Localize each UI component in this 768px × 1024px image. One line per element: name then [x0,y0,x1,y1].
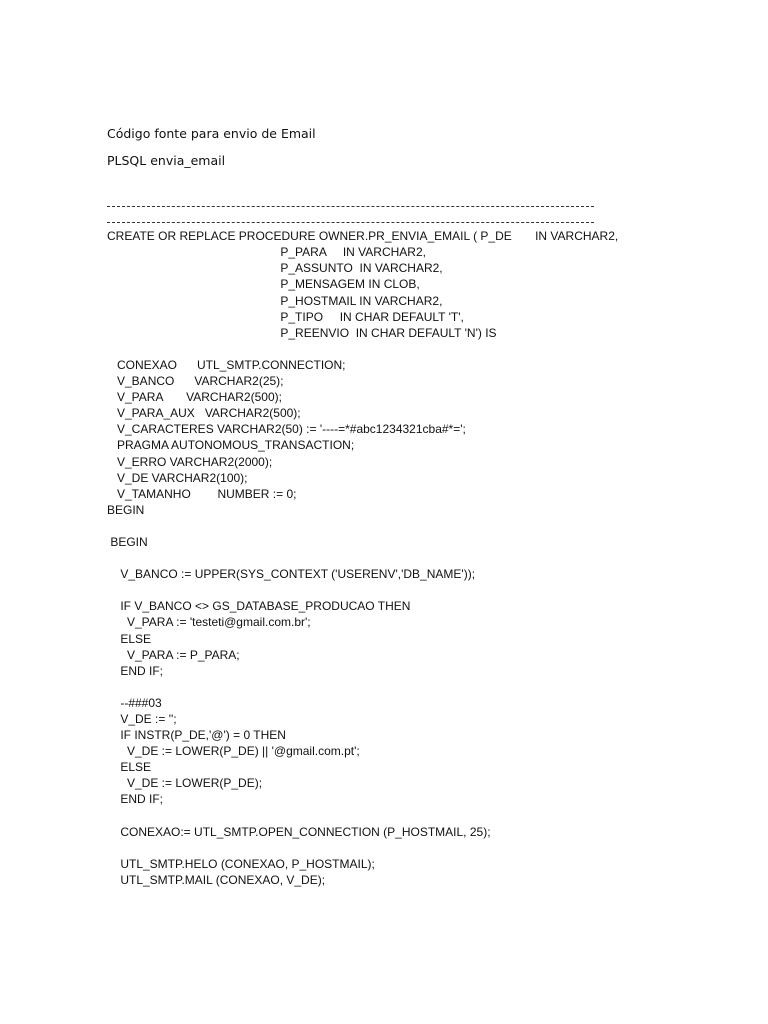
code-line [107,582,707,598]
code-line: END IF; [107,663,164,678]
code-line: V_BANCO := UPPER(SYS_CONTEXT ('USERENV','DB_NAME')); [107,567,476,582]
code-line: V_PARA VARCHAR2(500); [107,390,282,405]
code-line: PRAGMA AUTONOMOUS_TRANSACTION; [107,438,355,453]
code-line: P_HOSTMAIL IN VARCHAR2, [107,293,443,308]
code-line: V_CARACTERES VARCHAR2(50) := '----=*#abc1234321cba#*='; [107,422,466,437]
code-line: V_DE := ''; [107,712,177,726]
separator-line [107,196,594,212]
code-line: UTL_SMTP.HELO (CONEXAO, P_HOSTMAIL); [107,856,375,871]
code-line: CONEXAO UTL_SMTP.CONNECTION; [107,357,346,372]
code-line: P_ASSUNTO IN VARCHAR2, [107,261,443,276]
code-line [107,808,707,824]
code-line: V_PARA_AUX VARCHAR2(500); [107,406,301,421]
code-line: BEGIN [107,502,145,517]
code-line: P_TIPO IN CHAR DEFAULT 'T', [107,309,464,324]
code-line: V_PARA := 'testeti@gmail.com.br'; [107,615,311,630]
code-line: V_PARA := P_PARA; [107,647,240,662]
separator-line [107,212,594,228]
code-line: BEGIN [107,534,148,549]
document-subtitle: PLSQL envia_email [107,153,226,168]
code-line: ELSE [107,760,152,775]
code-line: UTL_SMTP.MAIL (CONEXAO, V_DE); [107,872,326,887]
code-line: V_DE VARCHAR2(100); [107,470,248,485]
code-line [107,840,707,856]
code-line: V_ERRO VARCHAR2(2000); [107,454,273,469]
code-line: V_TAMANHO NUMBER := 0; [107,486,297,501]
code-line [107,550,707,566]
code-line: CREATE OR REPLACE PROCEDURE OWNER.PR_ENVIA_EMAIL ( P_DE IN VARCHAR2, [107,229,619,244]
code-line: IF V_BANCO <> GS_DATABASE_PRODUCAO THEN [107,599,411,614]
code-line [107,341,707,357]
code-line: --###03 [107,695,162,710]
document-title: Código fonte para envio de Email [107,126,316,141]
code-line: V_DE := LOWER(P_DE) || '@gmail.com.pt'; [107,744,360,759]
code-line: ELSE [107,631,152,646]
code-line: IF INSTR(P_DE,'@') = 0 THEN [107,728,286,743]
code-block [107,196,707,888]
code-line: CONEXAO:= UTL_SMTP.OPEN_CONNECTION (P_HOSTMAIL, 25); [107,824,491,839]
code-line [107,518,707,534]
code-line: V_BANCO VARCHAR2(25); [107,374,284,389]
code-line: P_REENVIO IN CHAR DEFAULT 'N') IS [107,325,497,340]
code-line: P_MENSAGEM IN CLOB, [107,277,420,292]
code-line: P_PARA IN VARCHAR2, [107,245,426,260]
code-line: V_DE := LOWER(P_DE); [107,776,263,791]
code-line: END IF; [107,792,164,807]
code-line [107,679,707,695]
